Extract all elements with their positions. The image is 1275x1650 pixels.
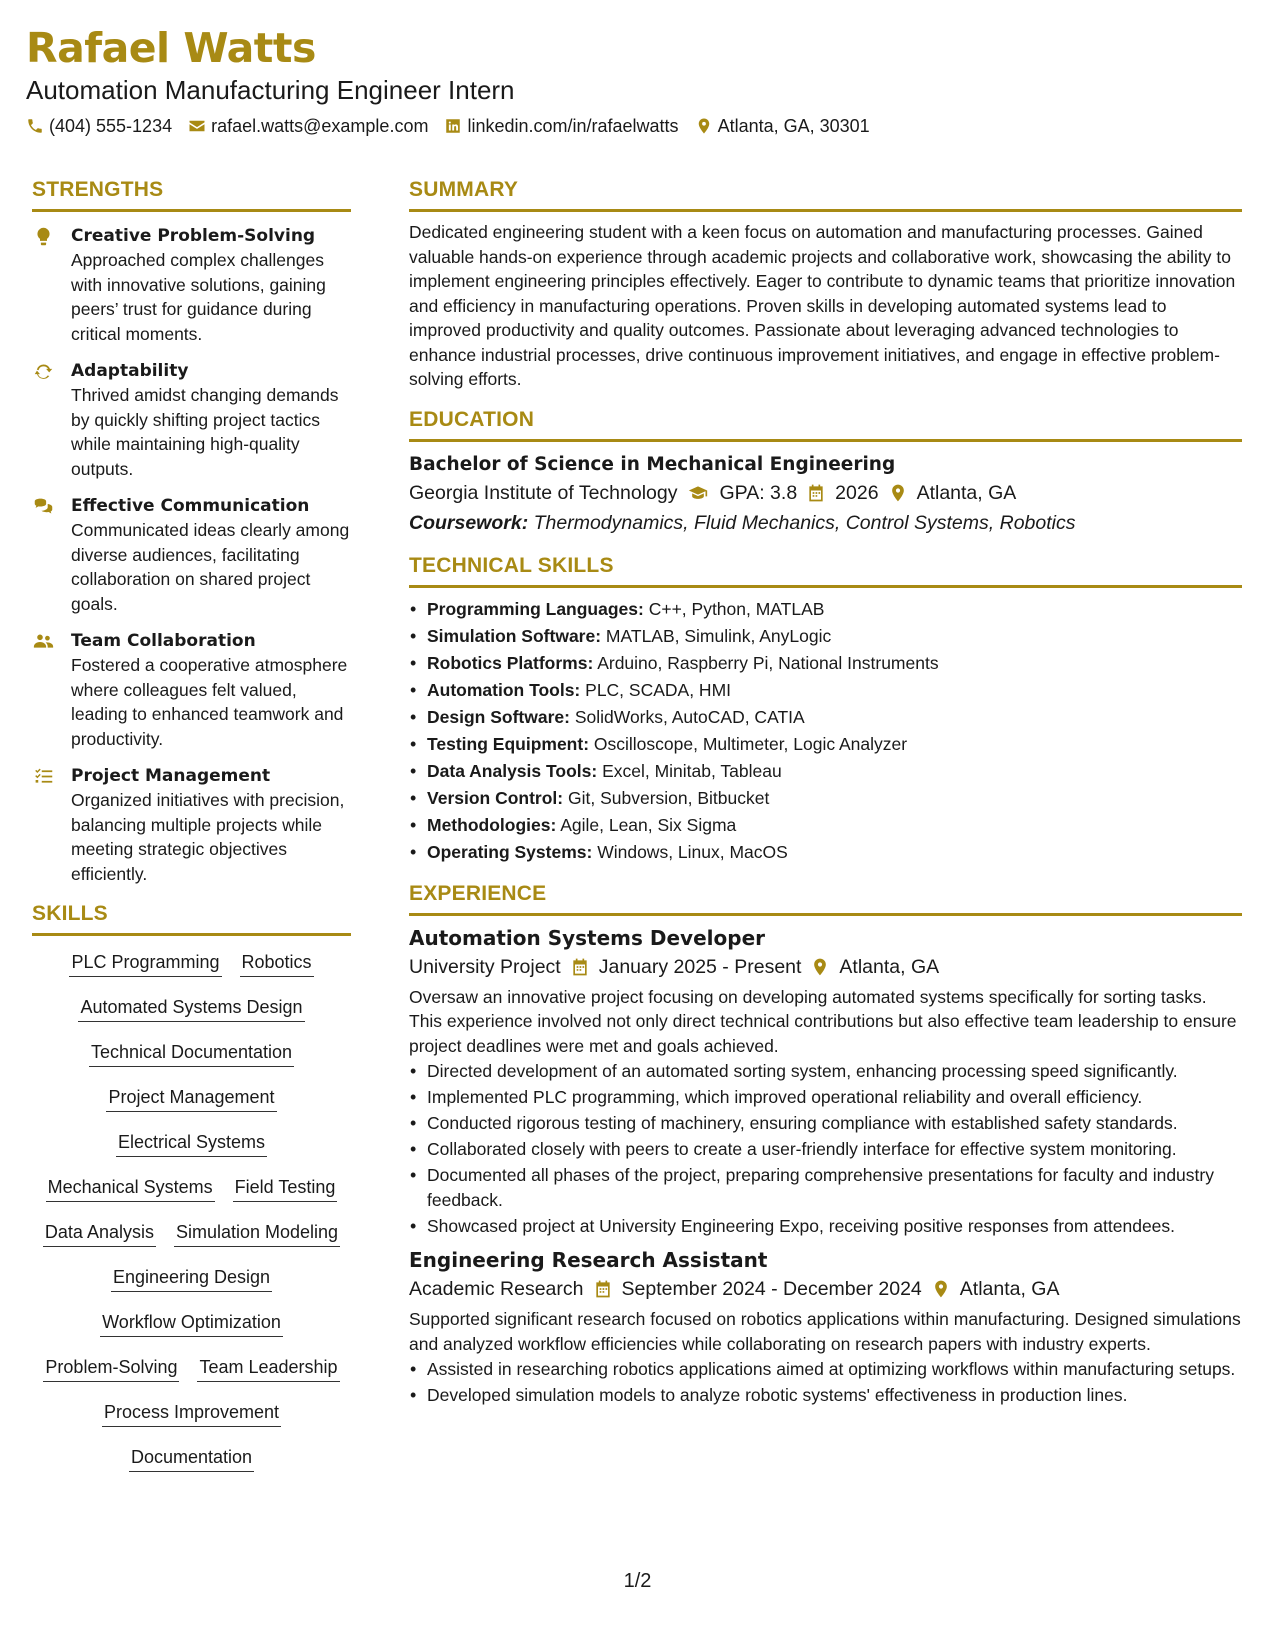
technical-skills-heading: TECHNICAL SKILLS (409, 552, 1242, 588)
list-item (409, 731, 1242, 758)
school-name: Georgia Institute of Technology (409, 481, 678, 504)
calendar-icon (593, 1279, 613, 1299)
skill-tag: Electrical Systems (116, 1130, 267, 1157)
strengths-list (32, 224, 351, 886)
candidate-role: Automation Manufacturing Engineer Intern (26, 75, 515, 105)
summary-text: Dedicated engineering student with a keen focus on automation and manufacturing processes. Gained valuable hands-on experience through academic projects and collaborative work, showcasing the ability to implement engineering principles effectively. Eager to contribute to dynamic teams that prioritize innovation and efficiency in manufacturing operations. Proven skills in developing automated systems lead to improved productivity and quality outcomes. Passionate about leveraging advanced technologies to enhance industrial processes, drive continuous improvement initiatives, and engage in effective problem-solving efforts. (409, 222, 1236, 389)
strength-title: Creative Problem-Solving (71, 226, 316, 246)
strength-desc: Organized initiatives with precision, balancing multiple projects while meeting strategic objectives efficiently. (71, 790, 345, 884)
skill-tag: Documentation (129, 1445, 254, 1472)
email-text: rafael.watts@example.com (211, 116, 429, 136)
skill-value: Windows, Linux, MacOS (597, 841, 788, 862)
skills-tags (32, 950, 351, 1472)
strength-title: Project Management (71, 766, 271, 786)
skill-tag: Engineering Design (111, 1265, 272, 1292)
skill-value: Oscilloscope, Multimeter, Logic Analyzer (593, 733, 908, 754)
skill-tag: Automated Systems Design (78, 995, 304, 1022)
school-location: Atlanta, GA (916, 481, 1017, 504)
candidate-name: Rafael Watts (26, 24, 316, 72)
experience-section (409, 880, 1242, 1408)
list-item (409, 704, 1242, 731)
strength-title: Adaptability (71, 361, 189, 381)
gpa-text: GPA: 3.8 (719, 481, 798, 504)
coursework-list: Thermodynamics, Fluid Mechanics, Control Systems, Robotics (533, 511, 1076, 534)
list-item (409, 677, 1242, 704)
skill-tag: Workflow Optimization (100, 1310, 283, 1337)
skill-tag: Team Leadership (197, 1355, 339, 1382)
degree-title: Bachelor of Science in Mechanical Engineering (409, 453, 896, 475)
lightbulb-icon (33, 226, 54, 247)
location-text: Atlanta, GA, 30301 (717, 116, 870, 136)
list-item (409, 623, 1242, 650)
skill-value: C++, Python, MATLAB (648, 598, 825, 619)
skills-heading: SKILLS (32, 900, 351, 936)
skill-tag: Field Testing (233, 1175, 338, 1202)
skill-tag: Process Improvement (102, 1400, 281, 1427)
strength-desc: Approached complex challenges with innovative solutions, gaining peers’ trust for guidance during critical moments. (71, 250, 326, 344)
strength-title: Effective Communication (71, 496, 310, 516)
skill-label: Simulation Software: (427, 625, 602, 646)
calendar-icon (570, 957, 590, 977)
resume-header (26, 22, 1246, 138)
strengths-heading: STRENGTHS (32, 176, 351, 212)
skill-tag: Mechanical Systems (46, 1175, 215, 1202)
skill-label: Data Analysis Tools: (427, 760, 598, 781)
skill-label: Programming Languages: (427, 598, 644, 619)
linkedin-text: linkedin.com/in/rafaelwatts (467, 116, 679, 136)
skill-value: PLC, SCADA, HMI (585, 679, 732, 700)
skill-label: Robotics Platforms: (427, 652, 594, 673)
skill-value: Excel, Minitab, Tableau (602, 760, 782, 781)
strength-item (32, 224, 351, 346)
list-item (409, 596, 1242, 623)
strength-desc: Communicated ideas clearly among diverse audiences, facilitating collaboration on shared project goals. (71, 520, 350, 614)
skill-tag: Project Management (106, 1085, 276, 1112)
education-heading: EDUCATION (409, 406, 1242, 442)
graduation-cap-icon (686, 483, 710, 503)
list-item (409, 839, 1242, 866)
skill-tag: Data Analysis (43, 1220, 156, 1247)
job-meta (409, 952, 1242, 982)
map-pin-icon (695, 117, 713, 135)
skill-label: Operating Systems: (427, 841, 593, 862)
skill-value: Git, Subversion, Bitbucket (568, 787, 770, 808)
graduation-year: 2026 (835, 481, 879, 504)
contact-location (695, 114, 870, 138)
job-dates: September 2024 - December 2024 (621, 1278, 922, 1300)
contact-bar (26, 114, 1246, 138)
job-description: Oversaw an innovative project focusing on developing automated systems specifically for sorting tasks. This experience involved not only direct technical contributions but also effective team leadership to ensure project deadlines were met and goals achieved. (409, 986, 1237, 1056)
map-pin-icon (888, 483, 908, 503)
job-title: Engineering Research Assistant (409, 1248, 768, 1272)
skill-tag: Problem-Solving (43, 1355, 179, 1382)
job-dates: January 2025 - Present (598, 955, 802, 978)
list-item: • Directed development of an automated sorting system, enhancing processing speed significantly. (409, 1059, 1242, 1084)
linkedin-icon (444, 117, 462, 135)
list-item: • Collaborated closely with peers to create a user-friendly interface for effective system monitoring. (409, 1137, 1242, 1162)
list-item: • Developed simulation models to analyze robotic systems' effectiveness in production lines. (409, 1383, 1242, 1408)
contact-email[interactable] (188, 114, 428, 138)
envelope-icon (188, 117, 206, 135)
job-org: University Project (409, 955, 561, 978)
strengths-section (32, 176, 351, 886)
skill-tag: Simulation Modeling (174, 1220, 340, 1247)
skill-label: Version Control: (427, 787, 564, 808)
phone-icon (26, 117, 44, 135)
job-title: Automation Systems Developer (409, 925, 765, 950)
job-entry (409, 924, 1242, 1239)
right-column (409, 176, 1242, 1422)
job-meta (409, 1274, 1242, 1304)
users-icon (33, 631, 54, 652)
skills-section (32, 900, 351, 1472)
comments-icon (33, 496, 54, 517)
list-item: • Documented all phases of the project, preparing comprehensive presentations for faculty and industry feedback. (409, 1163, 1242, 1212)
job-location: Atlanta, GA (839, 955, 940, 978)
summary-section (409, 176, 1242, 392)
skill-label: Testing Equipment: (427, 733, 590, 754)
summary-heading: SUMMARY (409, 176, 1242, 212)
job-description: Supported significant research focused on robotics applications within manufacturing. Designed simulations and analyzed workflow efficiencies while collaborating on research papers with industry experts. (409, 1309, 1241, 1354)
job-bullets (409, 1059, 1242, 1238)
list-item: • Assisted in researching robotics applications aimed at optimizing workflows within manufacturing setups. (409, 1357, 1242, 1382)
list-item: • Conducted rigorous testing of machinery, ensuring compliance with established safety standards. (409, 1111, 1242, 1136)
phone-text: (404) 555-1234 (49, 116, 173, 136)
education-section (409, 406, 1242, 538)
contact-phone[interactable] (26, 114, 172, 138)
list-item: • Implemented PLC programming, which improved operational reliability and overall efficiency. (409, 1085, 1242, 1110)
skill-value: SolidWorks, AutoCAD, CATIA (574, 706, 805, 727)
list-item: • Showcased project at University Engineering Expo, receiving positive responses from attendees. (409, 1214, 1242, 1239)
skill-tag: Technical Documentation (89, 1040, 294, 1067)
job-location: Atlanta, GA (959, 1278, 1060, 1300)
strength-item (32, 494, 351, 616)
education-meta (409, 478, 1242, 508)
left-column (32, 176, 351, 1486)
technical-skills-list (409, 596, 1242, 866)
skill-value: Arduino, Raspberry Pi, National Instruments (597, 652, 939, 673)
checklist-icon (33, 766, 54, 787)
strength-item (32, 359, 351, 481)
strength-item (32, 764, 351, 886)
skill-tag: Robotics (240, 950, 314, 977)
skill-tag: PLC Programming (69, 950, 221, 977)
calendar-icon (806, 483, 826, 503)
list-item (409, 812, 1242, 839)
list-item (409, 758, 1242, 785)
skill-label: Design Software: (427, 706, 570, 727)
skill-label: Automation Tools: (427, 679, 581, 700)
job-entry (409, 1246, 1242, 1408)
contact-linkedin[interactable] (444, 114, 678, 138)
skill-label: Methodologies: (427, 814, 557, 835)
map-pin-icon (810, 957, 830, 977)
job-bullets (409, 1357, 1242, 1408)
coursework (409, 508, 1242, 538)
job-org: Academic Research (409, 1278, 584, 1300)
list-item (409, 785, 1242, 812)
refresh-icon (33, 361, 54, 382)
strength-desc: Thrived amidst changing demands by quickly shifting project tactics while maintaining high-quality outputs. (71, 385, 339, 479)
map-pin-icon (931, 1279, 951, 1299)
technical-skills-section (409, 552, 1242, 866)
skill-value: MATLAB, Simulink, AnyLogic (605, 625, 832, 646)
coursework-label: Coursework: (409, 511, 529, 534)
strength-item (32, 629, 351, 751)
list-item (409, 650, 1242, 677)
strength-desc: Fostered a cooperative atmosphere where colleagues felt valued, leading to enhanced teamwork and productivity. (71, 655, 348, 749)
experience-heading: EXPERIENCE (409, 880, 1242, 916)
strength-title: Team Collaboration (71, 631, 256, 651)
page-number: 1/2 (623, 1570, 652, 1592)
skill-value: Agile, Lean, Six Sigma (560, 814, 737, 835)
